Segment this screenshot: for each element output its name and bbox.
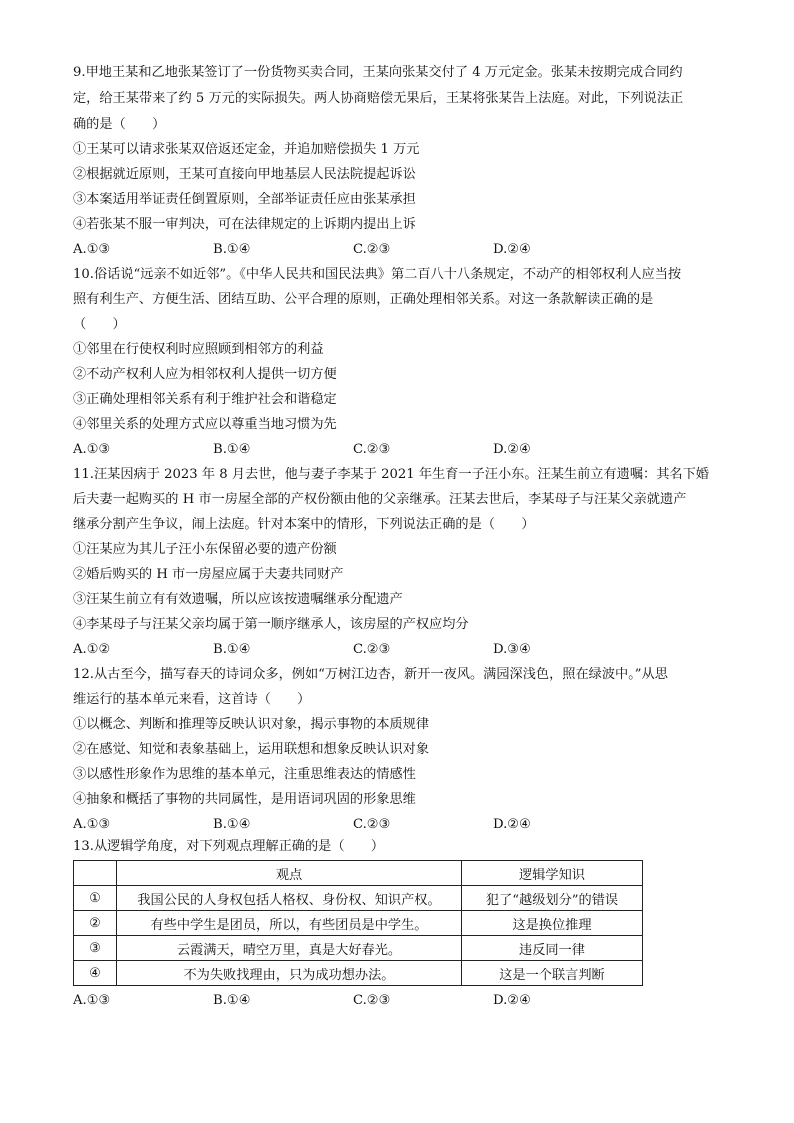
table-cell-viewpoint: 有些中学生是团员，所以，有些团员是中学生。 bbox=[117, 911, 462, 936]
q10-item-4: ④邻里关系的处理方式应以尊重当地习惯为先 bbox=[73, 417, 337, 432]
q12-item-4: ④抽象和概括了事物的共同属性，是用语词巩固的形象思维 bbox=[73, 792, 416, 807]
q13-stem: 13.从逻辑学角度，对下列观点理解正确的是（ ） bbox=[73, 839, 385, 854]
table-header-viewpoint: 观点 bbox=[117, 861, 462, 886]
q11-option-b[interactable]: B.①④ bbox=[213, 642, 251, 657]
q10-option-a[interactable]: A.①③ bbox=[73, 442, 111, 457]
q9-option-d[interactable]: D.②④ bbox=[493, 242, 531, 257]
table-cell-viewpoint: 我国公民的人身权包括人格权、身份权、知识产权。 bbox=[117, 886, 462, 911]
q11-item-4: ④李某母子与汪某父亲均属于第一顺序继承人，该房屋的产权应均分 bbox=[73, 617, 469, 632]
table-header-index bbox=[74, 861, 117, 886]
q10-item-3: ③正确处理相邻关系有利于维护社会和谐稳定 bbox=[73, 392, 337, 407]
q10-item-1: ①邻里在行使权利时应照顾到相邻方的利益 bbox=[73, 342, 324, 357]
table-cell-index: ④ bbox=[74, 961, 117, 986]
q11-stem-line-2: 后夫妻一起购买的 H 市一房屋全部的产权份额由他的父亲继承。汪某去世后，李某母子与汪某父亲就遗产 bbox=[73, 492, 687, 507]
q13-options bbox=[73, 992, 593, 1010]
q10-option-d[interactable]: D.②④ bbox=[493, 442, 531, 457]
q10-stem-line-3: （ ） bbox=[73, 317, 126, 332]
q9-option-a[interactable]: A.①③ bbox=[73, 242, 111, 257]
q10-option-c[interactable]: C.②③ bbox=[353, 442, 391, 457]
q12-options bbox=[73, 816, 593, 834]
q12-option-b[interactable]: B.①④ bbox=[213, 817, 251, 832]
table-row bbox=[74, 886, 643, 911]
q11-item-2: ②婚后购买的 H 市一房屋应属于夫妻共同财产 bbox=[73, 567, 344, 582]
q12-option-d[interactable]: D.②④ bbox=[493, 817, 531, 832]
table-cell-viewpoint: 不为失败找理由，只为成功想办法。 bbox=[117, 961, 462, 986]
table-row bbox=[74, 911, 643, 936]
q9-stem-line-2: 定，给王某带来了约 5 万元的实际损失。两人协商赔偿无果后，王某将张某告上法庭。对此，下列说法正 bbox=[73, 91, 684, 106]
q9-item-4: ④若张某不服一审判决，可在法律规定的上诉期内提出上诉 bbox=[73, 217, 416, 232]
q13-option-d[interactable]: D.②④ bbox=[493, 993, 531, 1008]
q12-option-c[interactable]: C.②③ bbox=[353, 817, 391, 832]
q11-option-a[interactable]: A.①② bbox=[73, 642, 111, 657]
q10-item-2: ②不动产权利人应为相邻权利人提供一切方便 bbox=[73, 367, 337, 382]
q12-option-a[interactable]: A.①③ bbox=[73, 817, 111, 832]
q9-item-1: ①王某可以请求张某双倍返还定金，并追加赔偿损失 1 万元 bbox=[73, 142, 420, 157]
q10-options bbox=[73, 441, 593, 459]
q13-option-a[interactable]: A.①③ bbox=[73, 993, 111, 1008]
q10-option-b[interactable]: B.①④ bbox=[213, 442, 251, 457]
table-cell-logic: 这是换位推理 bbox=[462, 911, 643, 936]
q13-option-b[interactable]: B.①④ bbox=[213, 993, 251, 1008]
table-cell-index: ③ bbox=[74, 936, 117, 961]
q13-option-c[interactable]: C.②③ bbox=[353, 993, 391, 1008]
q13-logic-table bbox=[73, 860, 643, 986]
q9-stem-line-3: 确的是（ ） bbox=[73, 117, 166, 132]
table-row bbox=[74, 961, 643, 986]
q11-item-3: ③汪某生前立有有效遗嘱，所以应该按遗嘱继承分配遗产 bbox=[73, 592, 403, 607]
table-cell-logic: 犯了“越级划分”的错误 bbox=[462, 886, 643, 911]
q11-stem-line-3: 继承分割产生争议，闹上法庭。针对本案中的情形，下列说法正确的是（ ） bbox=[73, 517, 535, 532]
q11-option-d[interactable]: D.③④ bbox=[493, 642, 531, 657]
table-row bbox=[74, 936, 643, 961]
table-cell-index: ① bbox=[74, 886, 117, 911]
q10-stem-line-1: 10.俗话说“远亲不如近邻”。《中华人民共和国民法典》第二百八十八条规定，不动产的相邻权利人应当按 bbox=[73, 267, 682, 282]
q9-option-b[interactable]: B.①④ bbox=[213, 242, 251, 257]
q12-item-1: ①以概念、判断和推理等反映认识对象，揭示事物的本质规律 bbox=[73, 717, 430, 732]
q11-options bbox=[73, 641, 593, 659]
table-header-logic: 逻辑学知识 bbox=[462, 861, 643, 886]
q12-stem-line-2: 维运行的基本单元来看，这首诗（ ） bbox=[73, 692, 311, 707]
q9-item-2: ②根据就近原则，王某可直接向甲地基层人民法院提起诉讼 bbox=[73, 167, 416, 182]
q9-stem-line-1: 9.甲地王某和乙地张某签订了一份货物买卖合同，王某向张某交付了 4 万元定金。张某未按期完成合同约 bbox=[73, 65, 683, 80]
q11-stem-line-1: 11.汪某因病于 2023 年 8 月去世，他与妻子李某于 2021 年生育一子汪小东。汪某生前立有遗嘱：其名下婚 bbox=[73, 467, 709, 482]
table-header-row bbox=[74, 861, 643, 886]
table-cell-viewpoint: 云霞满天，晴空万里，真是大好春光。 bbox=[117, 936, 462, 961]
q9-options bbox=[73, 241, 593, 259]
q10-stem-line-2: 照有利生产、方便生活、团结互助、公平合理的原则，正确处理相邻关系。对这一条款解读正确的是 bbox=[73, 292, 654, 307]
q12-item-2: ②在感觉、知觉和表象基础上，运用联想和想象反映认识对象 bbox=[73, 742, 430, 757]
q9-option-c[interactable]: C.②③ bbox=[353, 242, 391, 257]
table-cell-logic: 这是一个联言判断 bbox=[462, 961, 643, 986]
q12-item-3: ③以感性形象作为思维的基本单元，注重思维表达的情感性 bbox=[73, 767, 416, 782]
table-cell-index: ② bbox=[74, 911, 117, 936]
q12-stem-line-1: 12.从古至今，描写春天的诗词众多，例如“万树江边杏，新开一夜风。满园深浅色，照在绿波中。”从思 bbox=[73, 667, 668, 682]
q11-item-1: ①汪某应为其儿子汪小东保留必要的遗产份额 bbox=[73, 542, 337, 557]
table-cell-logic: 违反同一律 bbox=[462, 936, 643, 961]
q9-item-3: ③本案适用举证责任倒置原则，全部举证责任应由张某承担 bbox=[73, 192, 416, 207]
q11-option-c[interactable]: C.②③ bbox=[353, 642, 391, 657]
